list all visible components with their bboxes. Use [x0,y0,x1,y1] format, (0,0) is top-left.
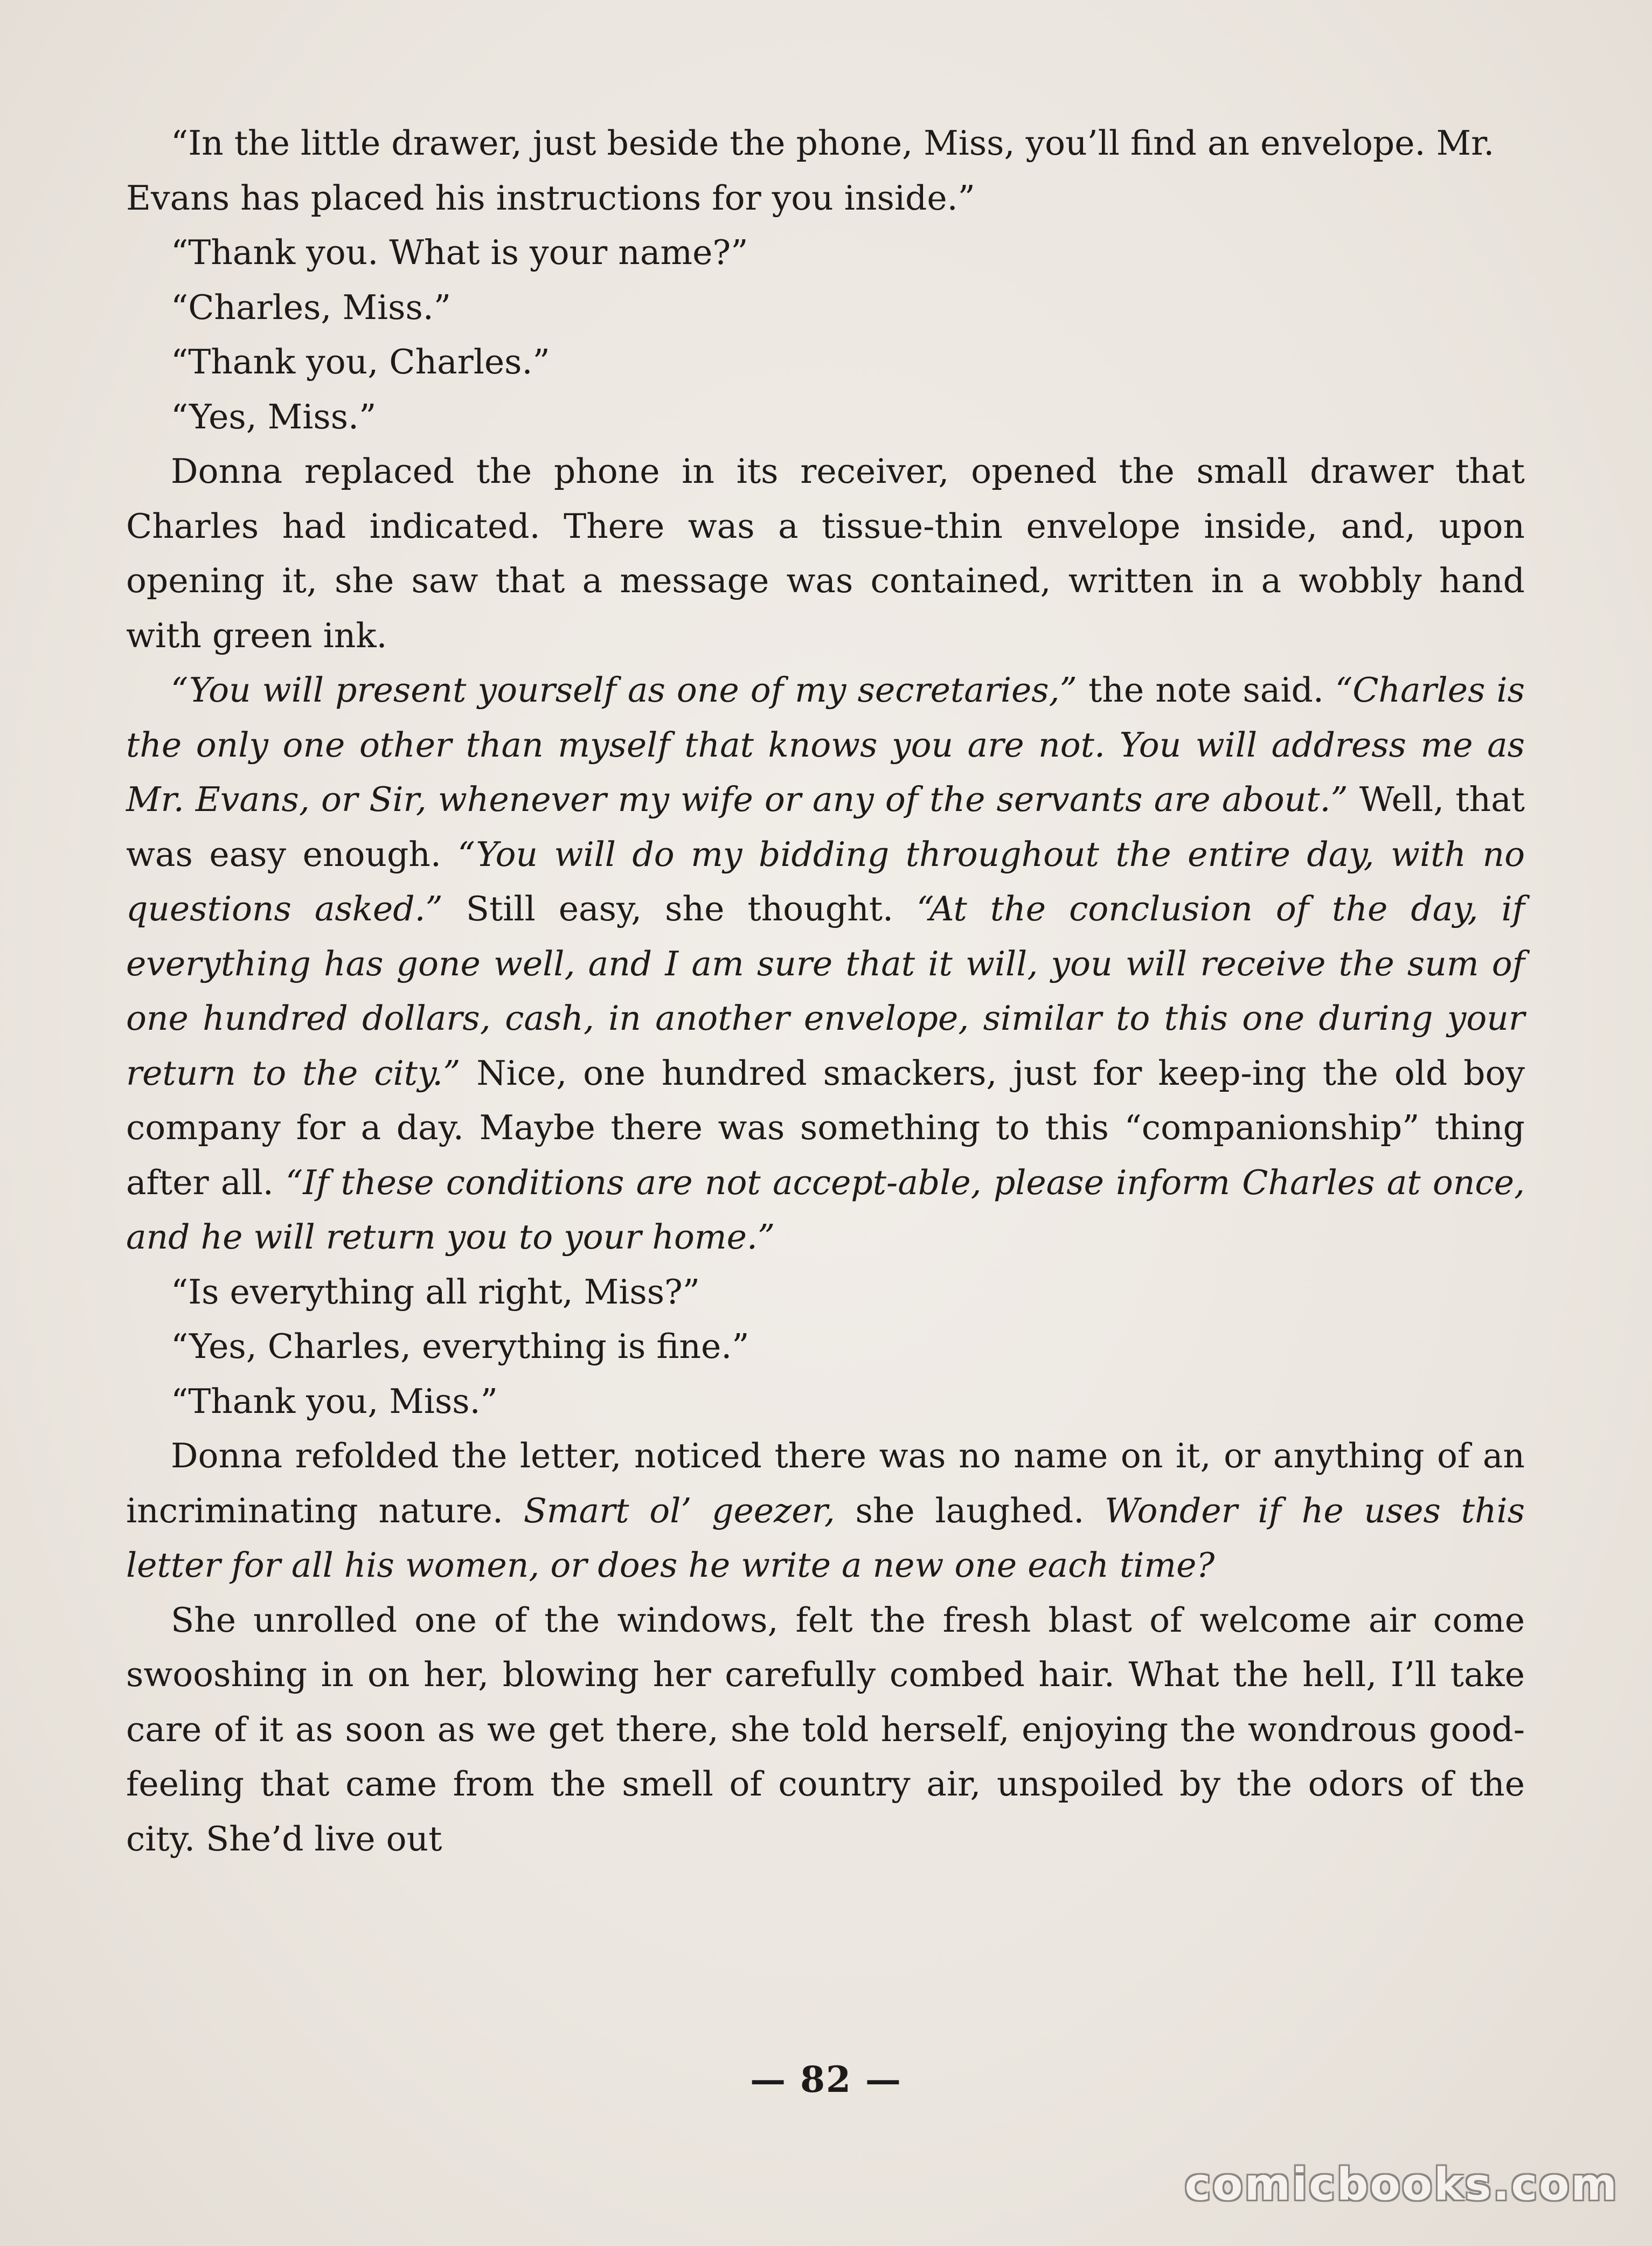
note-quote: “At the conclusion of the day, if everything has gone well, and I am sure that it will, you will receive the sum of one hundred dollars, cash, in another envelope, similar to this one during your return to the city.” [126,889,1525,1093]
paragraph-5 [126,390,1525,445]
narration: Donna refolded the letter, noticed there was no name on it, or anything of an incriminating nature. [126,1436,1525,1530]
paragraph-text: “Thank you, Charles.” [171,342,550,382]
paragraph-12 [126,1593,1525,1867]
paragraph-6 [126,444,1525,663]
paragraph-text: “Is everything all right, Miss?” [171,1272,700,1312]
paragraph-3 [126,280,1525,335]
paragraph-text: “Charles, Miss.” [171,287,452,327]
narration: she laughed. [835,1491,1105,1530]
paragraph-text: “Yes, Charles, everything is fine.” [171,1327,749,1366]
paragraph-10 [126,1374,1525,1429]
page-number: — 82 — [750,2058,902,2101]
paragraph-8 [126,1265,1525,1320]
paragraph-9 [126,1319,1525,1374]
thought: Smart ol’ geezer, [523,1491,835,1530]
paragraph-7 [126,663,1525,1265]
narration: Well, that was easy enough. [126,780,1525,874]
narration: the note said. [1077,670,1335,710]
note-quote: “If these conditions are not accept-able, please inform Charles at once, and he will return you to your home.” [126,1162,1525,1257]
body-text [126,116,1525,1866]
watermark-logo: comicbooks.com [1184,2159,1619,2210]
paragraph-2 [126,225,1525,280]
paragraph-text: Donna replaced the phone in its receiver, opened the small drawer that Charles had indicated. There was a tissue-thin envelope inside, and, upon opening it, she saw that a message was contained, written in a wobbly hand with green ink. [126,452,1525,655]
paragraph-4 [126,335,1525,390]
paragraph-text: “Yes, Miss.” [171,397,377,436]
note-quote: “You will present yourself as one of my secretaries,” [171,670,1077,710]
paragraph-text: “Thank you. What is your name?” [171,233,748,272]
paragraph-text: She unrolled one of the windows, felt the fresh blast of welcome air come swooshing in on her, blowing her carefully combed hair. What the hell, I’ll take care of it as soon as we get there, she told herself, enjoying the wondrous good-feeling that came from the smell of country air, unspoiled by the odors of the city. She’d live out [126,1600,1525,1859]
paragraph-text: “Thank you, Miss.” [171,1381,498,1421]
thought: Wonder if he uses this letter for all his women, or does he write a new one each time? [126,1491,1525,1585]
paragraph-1 [126,116,1525,225]
narration: Still easy, she thought. [442,889,917,928]
note-quote: “Charles is the only one other than myself that knows you are not. You will address me as Mr. Evans, or Sir, whenever my wife or any of the servants are about.” [126,670,1525,819]
narration: Nice, one hundred smackers, just for keep-ing the old boy company for a day. Maybe there was something to this “companionship” thing after all. [126,1053,1525,1202]
paragraph-11 [126,1429,1525,1593]
note-quote: “You will do my bidding throughout the entire day, with no questions asked.” [126,834,1525,928]
paragraph-text: “In the little drawer, just beside the phone, Miss, you’ll find an envelope. Mr. Evans has placed his instructions for you inside.” [126,123,1495,218]
